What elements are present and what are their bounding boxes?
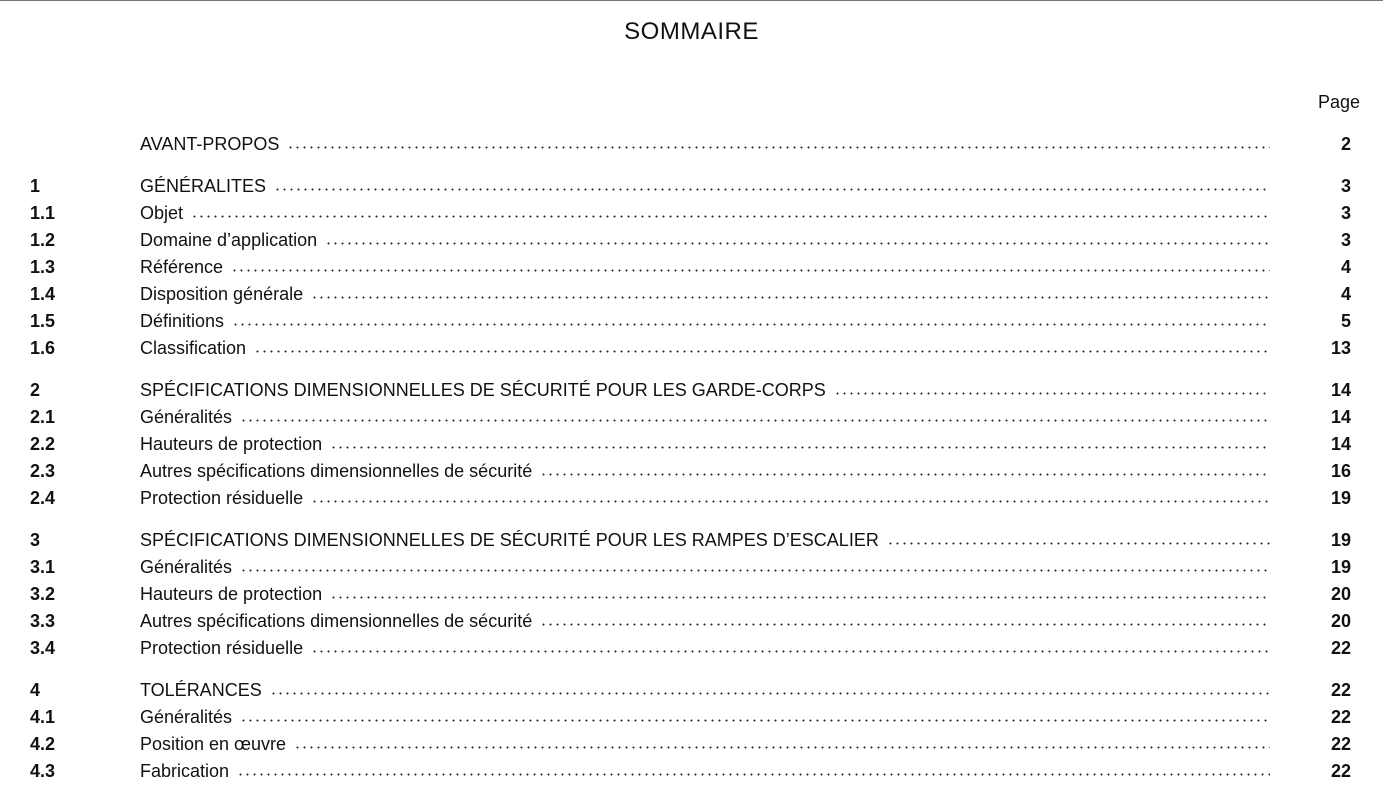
dot-leader	[311, 500, 1270, 503]
toc-entry-page-number: 16	[1330, 461, 1351, 481]
toc-entry-label-wrap	[140, 176, 1270, 197]
dot-leader	[540, 473, 1270, 476]
toc-entry[interactable]	[0, 257, 1383, 284]
toc-entry-page-number: 2	[1340, 134, 1351, 154]
toc-entry-label-wrap	[140, 407, 1270, 428]
toc-entry-label-wrap	[140, 761, 1270, 782]
toc-entry-label: Autres spécifications dimensionnelles de sécurité	[140, 461, 533, 481]
toc-entry-page-number: 14	[1330, 380, 1351, 400]
dot-leader	[325, 242, 1270, 245]
toc-entry-number: 2.1	[30, 407, 56, 427]
toc-entry[interactable]	[0, 134, 1383, 161]
toc-entry[interactable]	[0, 638, 1383, 665]
toc-entry-label: Généralités	[140, 557, 233, 577]
toc-entry-label: Généralités	[140, 407, 233, 427]
toc-entry-page-number: 22	[1330, 680, 1351, 700]
toc-entry-number: 2.3	[30, 461, 56, 481]
dot-leader	[237, 773, 1270, 776]
dot-leader	[311, 650, 1270, 653]
dot-leader	[254, 350, 1270, 353]
toc-entry-page-number: 13	[1330, 338, 1351, 358]
dot-leader	[287, 146, 1270, 149]
toc-entry-label: Hauteurs de protection	[140, 584, 323, 604]
toc-entry-page-number: 20	[1330, 611, 1351, 631]
toc-entry-number: 3.4	[30, 638, 56, 658]
toc-entry-label-wrap	[140, 611, 1270, 632]
toc-entry-number: 1.3	[30, 257, 56, 277]
toc-entry-number: 2	[30, 380, 41, 400]
toc-entry-label-wrap	[140, 434, 1270, 455]
toc-entry-label: Classification	[140, 338, 247, 358]
toc-entry-label-wrap	[140, 461, 1270, 482]
toc-entry-label-wrap	[140, 488, 1270, 509]
toc-entry-label: Hauteurs de protection	[140, 434, 323, 454]
toc-entry-label: SPÉCIFICATIONS DIMENSIONNELLES DE SÉCURITÉ POUR LES RAMPES D’ESCALIER	[140, 530, 879, 550]
toc-entry[interactable]	[0, 338, 1383, 365]
toc-entry-label-wrap	[140, 638, 1270, 659]
toc-entry[interactable]	[0, 734, 1383, 761]
toc-entry[interactable]	[0, 707, 1383, 734]
toc-entry-page-number: 14	[1330, 434, 1351, 454]
toc-entry-number: 3	[30, 530, 41, 550]
toc-entry-number: 4.3	[30, 761, 56, 781]
toc-entry-label-wrap	[140, 230, 1270, 251]
toc-entry-label-wrap	[140, 134, 1270, 155]
toc-entry-page-number: 3	[1340, 230, 1351, 250]
toc-entry-number: 2.2	[30, 434, 56, 454]
toc-entry-number: 1.1	[30, 203, 56, 223]
toc-entry[interactable]	[0, 434, 1383, 461]
toc-entry-page-number: 4	[1340, 257, 1351, 277]
toc-entry-label-wrap	[140, 311, 1270, 332]
toc-entry-number: 4.1	[30, 707, 56, 727]
dot-leader	[540, 623, 1270, 626]
toc-entry-label: Domaine d’application	[140, 230, 318, 250]
toc-entry-number: 3.2	[30, 584, 56, 604]
page-column-header: Page	[1317, 92, 1360, 112]
toc-entry-label: Objet	[140, 203, 184, 223]
toc-entry-page-number: 22	[1330, 707, 1351, 727]
dot-leader	[311, 296, 1270, 299]
toc-entry[interactable]	[0, 284, 1383, 311]
toc-entry-label-wrap	[140, 338, 1270, 359]
toc-entry-page-number: 22	[1330, 761, 1351, 781]
toc-entry-page-number: 19	[1330, 488, 1351, 508]
page-title: SOMMAIRE	[624, 18, 759, 45]
toc-entry-label-wrap	[140, 707, 1270, 728]
top-rule	[0, 0, 1383, 1]
dot-leader	[240, 569, 1270, 572]
toc-entry-number: 3.3	[30, 611, 56, 631]
toc-entry-number: 3.1	[30, 557, 56, 577]
toc-entry-page-number: 22	[1330, 638, 1351, 658]
dot-leader	[834, 392, 1270, 395]
toc-entry-label: Généralités	[140, 707, 233, 727]
toc-entry[interactable]	[0, 530, 1383, 557]
toc-entry-page-number: 19	[1330, 557, 1351, 577]
toc-entry[interactable]	[0, 584, 1383, 611]
toc-entry[interactable]	[0, 407, 1383, 434]
toc-entry-number: 2.4	[30, 488, 56, 508]
toc-entry-label-wrap	[140, 557, 1270, 578]
dot-leader	[191, 215, 1270, 218]
toc-entry-page-number: 22	[1330, 734, 1351, 754]
dot-leader	[274, 188, 1270, 191]
toc-entry-label-wrap	[140, 284, 1270, 305]
toc-entry-number: 4.2	[30, 734, 56, 754]
toc-entry-number: 1.5	[30, 311, 56, 331]
toc-entry-label: GÉNÉRALITES	[140, 176, 267, 196]
dot-leader	[330, 596, 1270, 599]
toc-entry-label-wrap	[140, 257, 1270, 278]
dot-leader	[270, 692, 1270, 695]
toc-entry[interactable]	[0, 311, 1383, 338]
dot-leader	[240, 719, 1270, 722]
toc-entry[interactable]	[0, 488, 1383, 515]
dot-leader	[240, 419, 1270, 422]
toc-entry-label-wrap	[140, 530, 1270, 551]
dot-leader	[330, 446, 1270, 449]
toc-entry[interactable]	[0, 176, 1383, 203]
toc-entry-label-wrap	[140, 734, 1270, 755]
toc-entry-label-wrap	[140, 680, 1270, 701]
toc-entry[interactable]	[0, 380, 1383, 407]
toc-entry[interactable]	[0, 230, 1383, 257]
toc-entry-label: Autres spécifications dimensionnelles de sécurité	[140, 611, 533, 631]
toc-entry-label: Position en œuvre	[140, 734, 287, 754]
toc-entry-label: Protection résiduelle	[140, 638, 304, 658]
toc-entry-number: 1.4	[30, 284, 56, 304]
toc-entry-number: 1.6	[30, 338, 56, 358]
toc-entry-page-number: 20	[1330, 584, 1351, 604]
dot-leader	[294, 746, 1270, 749]
toc-entry-label: Disposition générale	[140, 284, 304, 304]
toc-entry[interactable]	[0, 680, 1383, 707]
toc-entry-page-number: 4	[1340, 284, 1351, 304]
toc-entry-label-wrap	[140, 380, 1270, 401]
toc-entry[interactable]	[0, 761, 1383, 788]
toc-entry-label: Protection résiduelle	[140, 488, 304, 508]
toc-entry[interactable]	[0, 557, 1383, 584]
toc-entry-label-wrap	[140, 203, 1270, 224]
toc-entry[interactable]	[0, 611, 1383, 638]
toc-entry-label: AVANT-PROPOS	[140, 134, 280, 154]
toc-entry[interactable]	[0, 461, 1383, 488]
toc-entry-label: Fabrication	[140, 761, 230, 781]
toc-entry-number: 1.2	[30, 230, 56, 250]
toc-entry-page-number: 14	[1330, 407, 1351, 427]
toc-entry-number: 1	[30, 176, 41, 196]
toc-entry-page-number: 3	[1340, 176, 1351, 196]
toc-entry-label: TOLÉRANCES	[140, 680, 262, 700]
toc-entry-page-number: 5	[1340, 311, 1351, 331]
toc-entry[interactable]	[0, 203, 1383, 230]
toc-entry-label: SPÉCIFICATIONS DIMENSIONNELLES DE SÉCURITÉ POUR LES GARDE-CORPS	[140, 380, 826, 400]
toc-entry-page-number: 19	[1330, 530, 1351, 550]
toc-entry-page-number: 3	[1340, 203, 1351, 223]
toc-entry-label: Définitions	[140, 311, 225, 331]
dot-leader	[231, 269, 1270, 272]
dot-leader	[887, 542, 1270, 545]
dot-leader	[232, 323, 1270, 326]
toc-entry-number: 4	[30, 680, 41, 700]
toc-entry-label: Référence	[140, 257, 224, 277]
toc-entry-label-wrap	[140, 584, 1270, 605]
